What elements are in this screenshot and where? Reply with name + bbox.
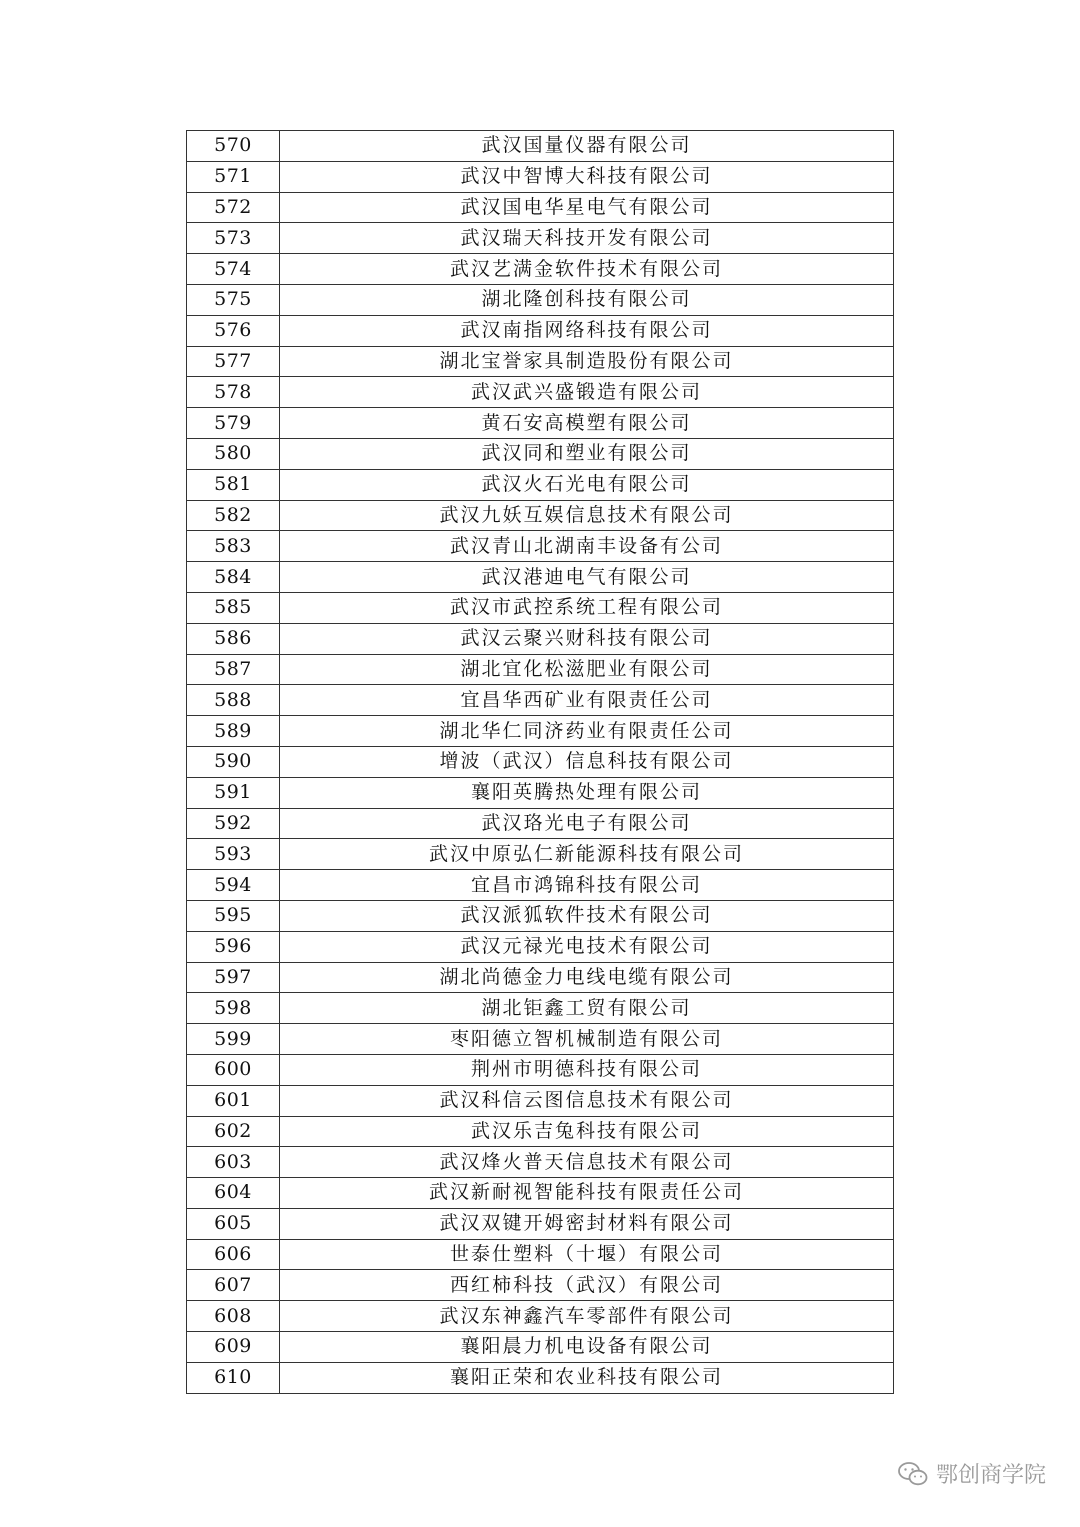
row-number: 605 <box>187 1208 280 1239</box>
table-row <box>187 408 894 439</box>
row-number: 604 <box>187 1178 280 1209</box>
company-name: 湖北华仁同济药业有限责任公司 <box>280 716 894 747</box>
table-row <box>187 1147 894 1178</box>
row-number: 571 <box>187 161 280 192</box>
table-row <box>187 962 894 993</box>
table-row <box>187 315 894 346</box>
wechat-icon <box>898 1461 928 1487</box>
table-row <box>187 716 894 747</box>
table-row <box>187 284 894 315</box>
table-row <box>187 993 894 1024</box>
table-row <box>187 1116 894 1147</box>
company-name: 襄阳正荣和农业科技有限公司 <box>280 1362 894 1393</box>
row-number: 574 <box>187 254 280 285</box>
row-number: 601 <box>187 1085 280 1116</box>
company-name: 湖北隆创科技有限公司 <box>280 284 894 315</box>
row-number: 572 <box>187 192 280 223</box>
row-number: 587 <box>187 654 280 685</box>
company-name: 武汉武兴盛锻造有限公司 <box>280 377 894 408</box>
row-number: 580 <box>187 438 280 469</box>
row-number: 584 <box>187 562 280 593</box>
table-row <box>187 654 894 685</box>
row-number: 595 <box>187 900 280 931</box>
row-number: 608 <box>187 1301 280 1332</box>
table-row <box>187 131 894 162</box>
row-number: 596 <box>187 931 280 962</box>
company-name: 湖北宜化松滋肥业有限公司 <box>280 654 894 685</box>
company-name: 宜昌华西矿业有限责任公司 <box>280 685 894 716</box>
table-row <box>187 531 894 562</box>
company-name: 武汉南指网络科技有限公司 <box>280 315 894 346</box>
company-name: 武汉同和塑业有限公司 <box>280 438 894 469</box>
table-row <box>187 1301 894 1332</box>
table-row <box>187 1208 894 1239</box>
watermark <box>898 1458 1046 1489</box>
row-number: 570 <box>187 131 280 162</box>
row-number: 577 <box>187 346 280 377</box>
company-name: 武汉烽火普天信息技术有限公司 <box>280 1147 894 1178</box>
table-row <box>187 1270 894 1301</box>
table-row <box>187 746 894 777</box>
table-row <box>187 469 894 500</box>
row-number: 594 <box>187 870 280 901</box>
company-name: 武汉中原弘仁新能源科技有限公司 <box>280 839 894 870</box>
row-number: 579 <box>187 408 280 439</box>
company-name: 武汉国量仪器有限公司 <box>280 131 894 162</box>
table-row <box>187 777 894 808</box>
company-name: 黄石安高模塑有限公司 <box>280 408 894 439</box>
watermark-text: 鄂创商学院 <box>935 1463 1046 1488</box>
row-number: 578 <box>187 377 280 408</box>
table-row <box>187 1332 894 1363</box>
company-name: 宜昌市鸿锦科技有限公司 <box>280 870 894 901</box>
table-row <box>187 1054 894 1085</box>
table-row <box>187 1024 894 1055</box>
company-name: 武汉双键开姆密封材料有限公司 <box>280 1208 894 1239</box>
table-row <box>187 192 894 223</box>
company-name: 武汉乐吉兔科技有限公司 <box>280 1116 894 1147</box>
table-row <box>187 1085 894 1116</box>
row-number: 586 <box>187 623 280 654</box>
table-row <box>187 870 894 901</box>
company-name: 武汉科信云图信息技术有限公司 <box>280 1085 894 1116</box>
table-row <box>187 223 894 254</box>
company-name: 西红柿科技（武汉）有限公司 <box>280 1270 894 1301</box>
row-number: 589 <box>187 716 280 747</box>
table-row <box>187 438 894 469</box>
row-number: 588 <box>187 685 280 716</box>
company-name: 武汉青山北湖南丰设备有公司 <box>280 531 894 562</box>
row-number: 609 <box>187 1332 280 1363</box>
company-name: 武汉港迪电气有限公司 <box>280 562 894 593</box>
table-row <box>187 562 894 593</box>
row-number: 610 <box>187 1362 280 1393</box>
company-name: 世泰仕塑料（十堰）有限公司 <box>280 1239 894 1270</box>
table-row <box>187 931 894 962</box>
table-row <box>187 346 894 377</box>
row-number: 591 <box>187 777 280 808</box>
row-number: 600 <box>187 1054 280 1085</box>
row-number: 585 <box>187 592 280 623</box>
company-list-table <box>186 130 894 1394</box>
table-row <box>187 254 894 285</box>
table-row <box>187 900 894 931</box>
row-number: 593 <box>187 839 280 870</box>
table-row <box>187 161 894 192</box>
row-number: 590 <box>187 746 280 777</box>
company-name: 武汉艺满金软件技术有限公司 <box>280 254 894 285</box>
company-name: 湖北钜鑫工贸有限公司 <box>280 993 894 1024</box>
company-name: 荆州市明德科技有限公司 <box>280 1054 894 1085</box>
row-number: 575 <box>187 284 280 315</box>
row-number: 582 <box>187 500 280 531</box>
company-name: 武汉火石光电有限公司 <box>280 469 894 500</box>
table-row <box>187 1178 894 1209</box>
row-number: 607 <box>187 1270 280 1301</box>
company-name: 湖北宝誉家具制造股份有限公司 <box>280 346 894 377</box>
company-name: 武汉市武控系统工程有限公司 <box>280 592 894 623</box>
company-name: 湖北尚德金力电线电缆有限公司 <box>280 962 894 993</box>
table-body <box>187 131 894 1394</box>
company-name: 武汉中智博大科技有限公司 <box>280 161 894 192</box>
row-number: 603 <box>187 1147 280 1178</box>
table-row <box>187 377 894 408</box>
row-number: 598 <box>187 993 280 1024</box>
row-number: 573 <box>187 223 280 254</box>
company-name: 武汉元禄光电技术有限公司 <box>280 931 894 962</box>
table-row <box>187 808 894 839</box>
company-name: 武汉云聚兴财科技有限公司 <box>280 623 894 654</box>
company-name: 武汉瑞天科技开发有限公司 <box>280 223 894 254</box>
row-number: 606 <box>187 1239 280 1270</box>
table-row <box>187 1362 894 1393</box>
company-name: 武汉珞光电子有限公司 <box>280 808 894 839</box>
row-number: 592 <box>187 808 280 839</box>
row-number: 583 <box>187 531 280 562</box>
company-name: 襄阳英腾热处理有限公司 <box>280 777 894 808</box>
company-name: 武汉东神鑫汽车零部件有限公司 <box>280 1301 894 1332</box>
row-number: 602 <box>187 1116 280 1147</box>
table-row <box>187 839 894 870</box>
row-number: 599 <box>187 1024 280 1055</box>
company-name: 武汉国电华星电气有限公司 <box>280 192 894 223</box>
table-row <box>187 623 894 654</box>
table-row <box>187 1239 894 1270</box>
row-number: 576 <box>187 315 280 346</box>
table-row <box>187 592 894 623</box>
table-row <box>187 500 894 531</box>
row-number: 597 <box>187 962 280 993</box>
company-name: 武汉派狐软件技术有限公司 <box>280 900 894 931</box>
company-name: 襄阳晨力机电设备有限公司 <box>280 1332 894 1363</box>
company-name: 武汉新耐视智能科技有限责任公司 <box>280 1178 894 1209</box>
company-name: 枣阳德立智机械制造有限公司 <box>280 1024 894 1055</box>
company-name: 增波（武汉）信息科技有限公司 <box>280 746 894 777</box>
table-row <box>187 685 894 716</box>
row-number: 581 <box>187 469 280 500</box>
company-name: 武汉九妖互娱信息技术有限公司 <box>280 500 894 531</box>
